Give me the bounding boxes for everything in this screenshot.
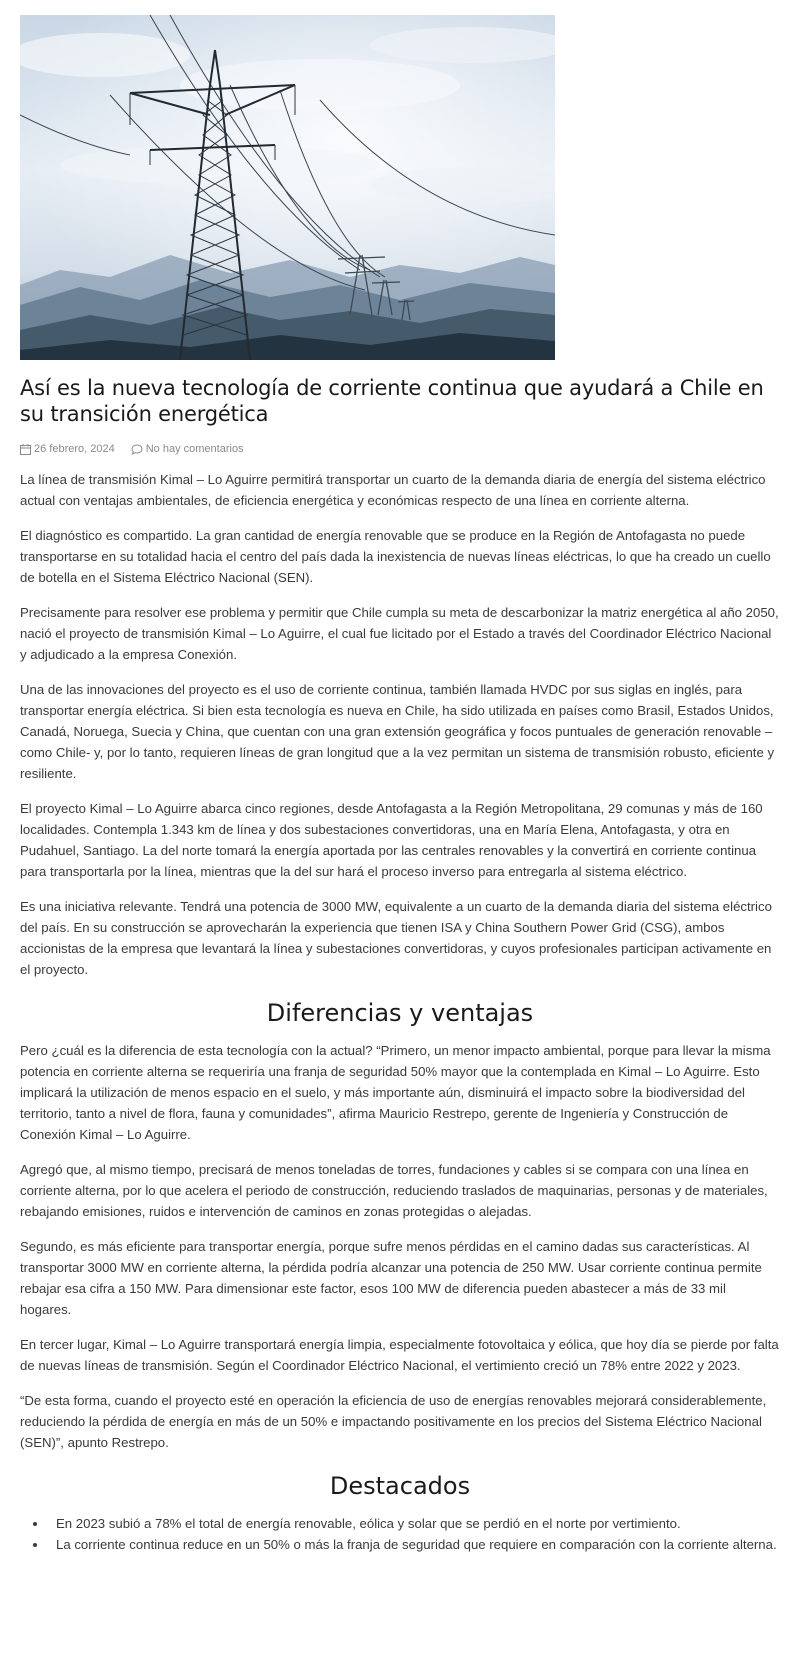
meta-date: [20, 443, 115, 455]
list-item: • La corriente continua reduce en un 50% o más la franja de seguridad que requiere en comparación con la corriente alterna.: [48, 1534, 780, 1555]
article-meta: [20, 441, 780, 457]
article: [20, 15, 780, 1555]
article-date: 26 febrero, 2024: [34, 443, 115, 455]
list-item: • En 2023 subió a 78% el total de energía renovable, eólica y solar que se perdió en el norte por vertimiento.: [48, 1513, 780, 1534]
paragraph: Es una iniciativa relevante. Tendrá una potencia de 3000 MW, equivalente a un cuarto de la demanda diaria del sistema eléctrico del país. En su construcción se aprovecharán la experiencia que tienen ISA y China Southern Power Grid (CSG), ambos accionistas de la empresa que levantará la línea y subestaciones convertidoras, y cuyos profesionales participan activamente en el proyecto.: [20, 899, 772, 977]
paragraph: “De esta forma, cuando el proyecto esté en operación la eficiencia de uso de energías renovables mejorará considerablemente, reduciendo la pérdida de energía en más de un 50% e impactando positivamente en los precios del Sistema Eléctrico Nacional (SEN)”, apunto Restrepo.: [20, 1393, 767, 1450]
calendar-icon: [20, 444, 31, 455]
highlights-list: [20, 1513, 780, 1555]
comment-icon: [131, 444, 143, 455]
paragraph: Pero ¿cuál es la diferencia de esta tecnología con la actual? “Primero, un menor impacto ambiental, porque para llevar la misma potencia en corriente alterna se requeriría una franja de seguridad 50% mayor que la contemplada en Kimal – Lo Aguirre. Esto implicará la utilización de menos espacio en el suelo, y más importante aún, disminuirá el impacto sobre la biodiversidad del territorio, tanto a nivel de flora, fauna y comunidades”, afirma Mauricio Restrepo, gerente de Ingeniería y Construcción de Conexión Kimal – Lo Aguirre.: [20, 1043, 771, 1142]
paragraph: Precisamente para resolver ese problema y permitir que Chile cumpla su meta de descarbonizar la matriz energética al año 2050, nació el proyecto de transmisión Kimal – Lo Aguirre, el cual fue licitado por el Estado a través del Coordinador Eléctrico Nacional y adjudicado a la empresa Conexión.: [20, 605, 779, 662]
comments-link[interactable]: No hay comentarios: [145, 443, 244, 455]
section-heading-destacados: Destacados: [329, 1472, 471, 1500]
paragraph: Agregó que, al mismo tiempo, precisará de menos toneladas de torres, fundaciones y cables si se compara con una línea en corriente alterna, por lo que acelera el periodo de construcción, reduciendo traslados de maquinarias, personas y de materiales, rebajando emisiones, ruidos e intervención de caminos en zonas protegidas o alejadas.: [20, 1162, 768, 1219]
paragraph: La línea de transmisión Kimal – Lo Aguirre permitirá transportar un cuarto de la demanda diaria de energía del sistema eléctrico actual con ventajas ambientales, de eficiencia energética y económicas respecto de una línea en corriente alterna.: [20, 472, 766, 508]
paragraph: El proyecto Kimal – Lo Aguirre abarca cinco regiones, desde Antofagasta a la Región Metropolitana, 29 comunas y más de 160 localidades. Contempla 1.343 km de línea y dos subestaciones convertidoras, una en María Elena, Antofagasta, y otra en Pudahuel, Santiago. La del norte tomará la energía aportada por las centrales renovables y la convertirá en corriente continua para transportarla por la línea, mientras que la del sur hará el proceso inverso para entregarla al sistema eléctrico.: [20, 801, 763, 879]
transmission-tower-photo: [20, 15, 555, 360]
article-title: Así es la nueva tecnología de corriente continua que ayudará a Chile en su transición energética: [20, 376, 764, 426]
paragraph: El diagnóstico es compartido. La gran cantidad de energía renovable que se produce en la Región de Antofagasta no puede transportarse en su totalidad hacia el centro del país dada la inexistencia de nuevas líneas eléctricas, lo que ha creado un cuello de botella en el Sistema Eléctrico Nacional (SEN).: [20, 528, 771, 585]
section-heading-diferencias: Diferencias y ventajas: [266, 999, 534, 1027]
paragraph: Una de las innovaciones del proyecto es el uso de corriente continua, también llamada HVDC por sus siglas en inglés, para transportar energía eléctrica. Si bien esta tecnología es nueva en Chile, ha sido utilizada en países como Brasil, Estados Unidos, Canadá, Noruega, Suecia y China, que cuentan con una gran extensión geográfica y focos puntuales de generación renovable –como Chile- y, por lo tanto, requieren líneas de gran longitud que a la vez permitan un sistema de transmisión robusto, eficiente y resiliente.: [20, 682, 775, 781]
hero-image: [20, 15, 555, 360]
paragraph: En tercer lugar, Kimal – Lo Aguirre transportará energía limpia, especialmente fotovoltaica y eólica, que hoy día se pierde por falta de nuevas líneas de transmisión. Según el Coordinador Eléctrico Nacional, el vertimiento creció un 78% entre 2022 y 2023.: [20, 1337, 779, 1373]
meta-comments[interactable]: [131, 443, 244, 455]
paragraph: Segundo, es más eficiente para transportar energía, porque sufre menos pérdidas en el camino dadas sus características. Al transportar 3000 MW en corriente alterna, la pérdida podría alcanzar una potencia de 250 MW. Usar corriente continua permite rebajar esa cifra a 150 MW. Para dimensionar este factor, esos 100 MW de diferencia pueden abastecer a más de 33 mil hogares.: [20, 1239, 762, 1317]
